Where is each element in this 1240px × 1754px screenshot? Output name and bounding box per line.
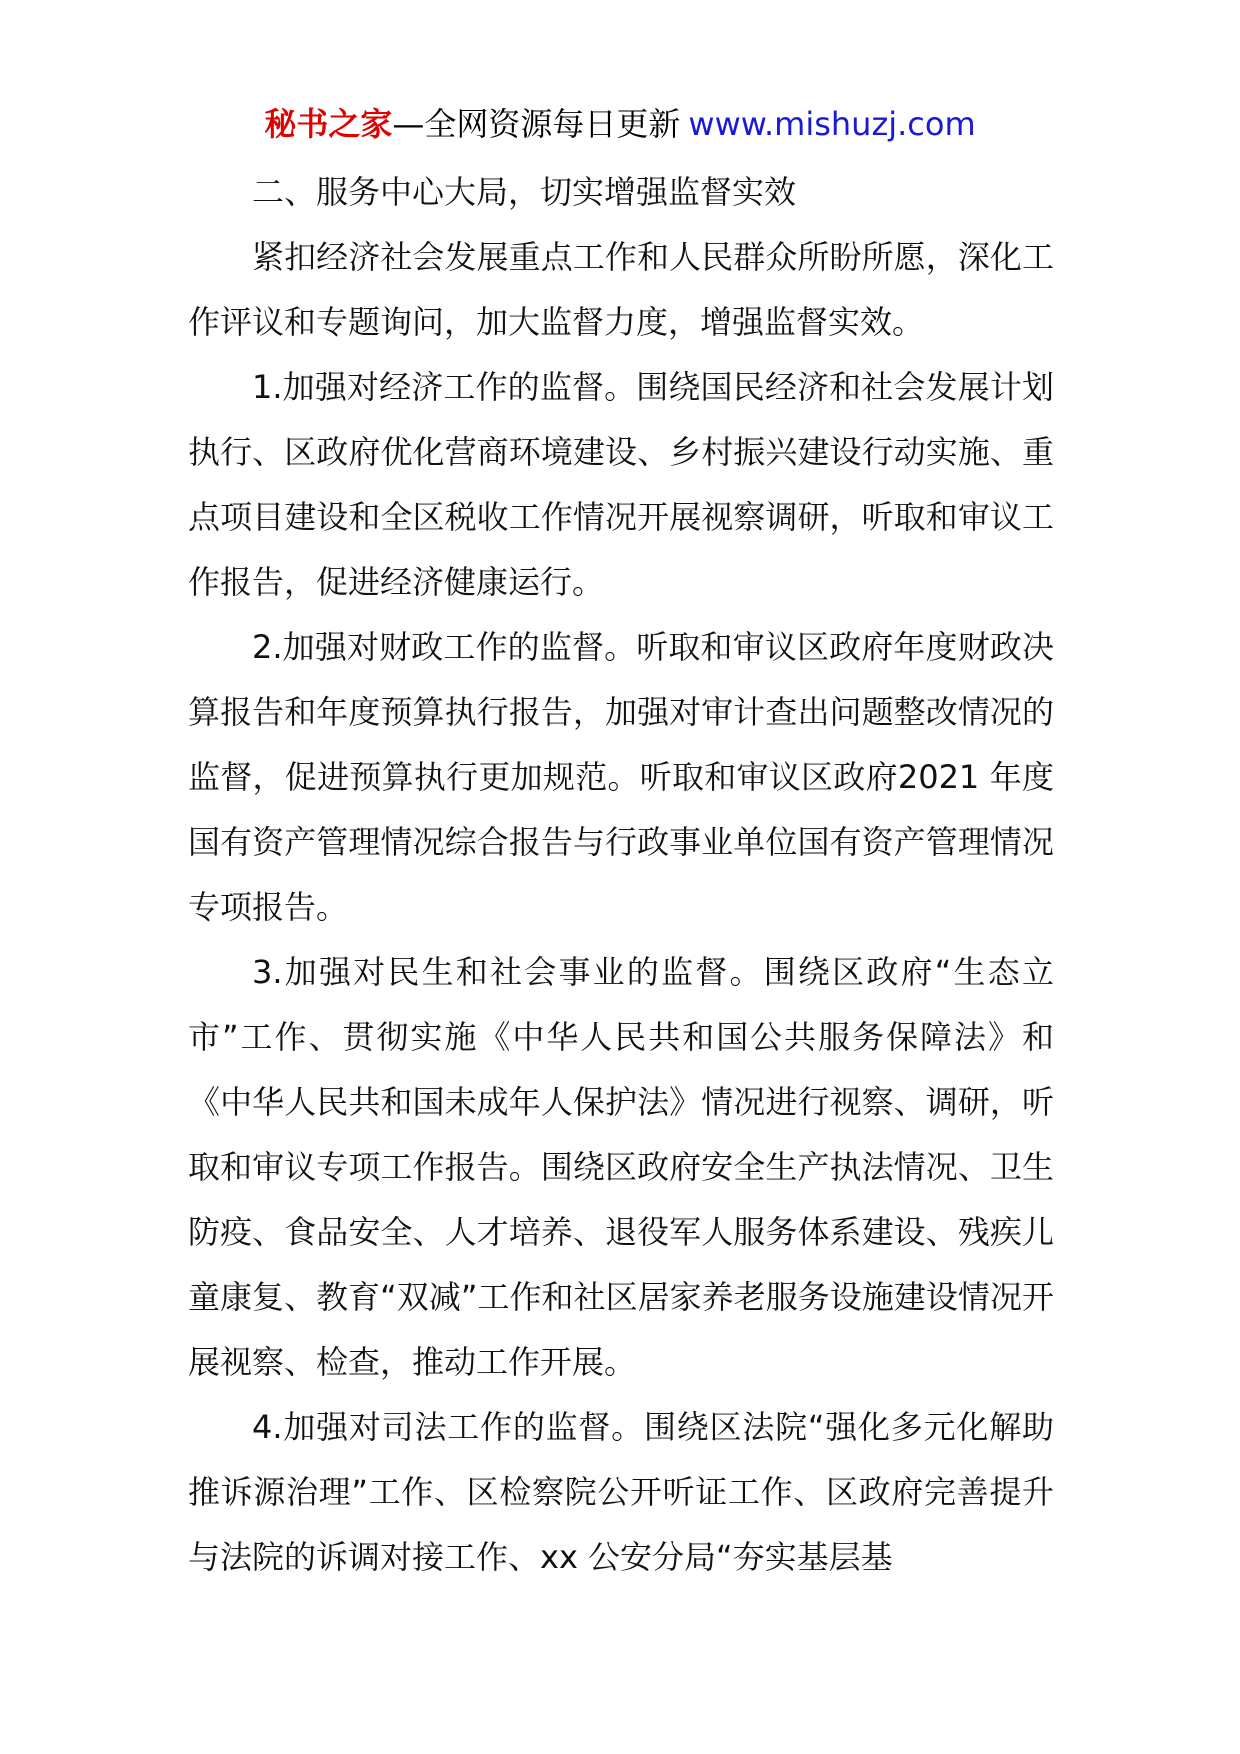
header-tagline: —全网资源每日更新 xyxy=(392,105,681,143)
paragraph-financial-supervision: 2.加强对财政工作的监督。听取和审议区政府年度财政决算报告和年度预算执行报告，加强对审计查出问题整改情况的监督，促进预算执行更加规范。听取和审议区政府2021 年度国有资产管理情况综合报告与行政事业单位国有资产管理情况专项报告。 xyxy=(188,628,1054,926)
page-header xyxy=(0,100,1240,148)
paragraph-economic-supervision: 1.加强对经济工作的监督。围绕国民经济和社会发展计划执行、区政府优化营商环境建设、乡村振兴建设行动实施、重点项目建设和全区税收工作情况开展视察调研，听取和审议工作报告，促进经济健康运行。 xyxy=(188,368,1054,601)
brand-name: 秘书之家 xyxy=(264,105,393,143)
site-url-link[interactable]: www.mishuzj.com xyxy=(688,105,976,143)
paragraph-livelihood-supervision: 3.加强对民生和社会事业的监督。围绕区政府“生态立市”工作、贯彻实施《中华人民共和国公共服务保障法》和《中华人民共和国未成年人保护法》情况进行视察、调研，听取和审议专项工作报告。围绕区政府安全生产执法情况、卫生防疫、食品安全、人才培养、退役军人服务体系建设、残疾儿童康复、教育“双减”工作和社区居家养老服务设施建设情况开展视察、检查，推动工作开展。 xyxy=(188,953,1054,1381)
paragraph-judicial-supervision: 4.加强对司法工作的监督。围绕区法院“强化多元化解助推诉源治理”工作、区检察院公开听证工作、区政府完善提升与法院的诉调对接工作、xx 公安分局“夯实基层基 xyxy=(188,1408,1054,1576)
document-body xyxy=(188,160,1054,1590)
section-heading: 二、服务中心大局，切实增强监督实效 xyxy=(252,173,797,211)
paragraph-intro: 紧扣经济社会发展重点工作和人民群众所盼所愿，深化工作评议和专题询问，加大监督力度，增强监督实效。 xyxy=(188,238,1054,341)
